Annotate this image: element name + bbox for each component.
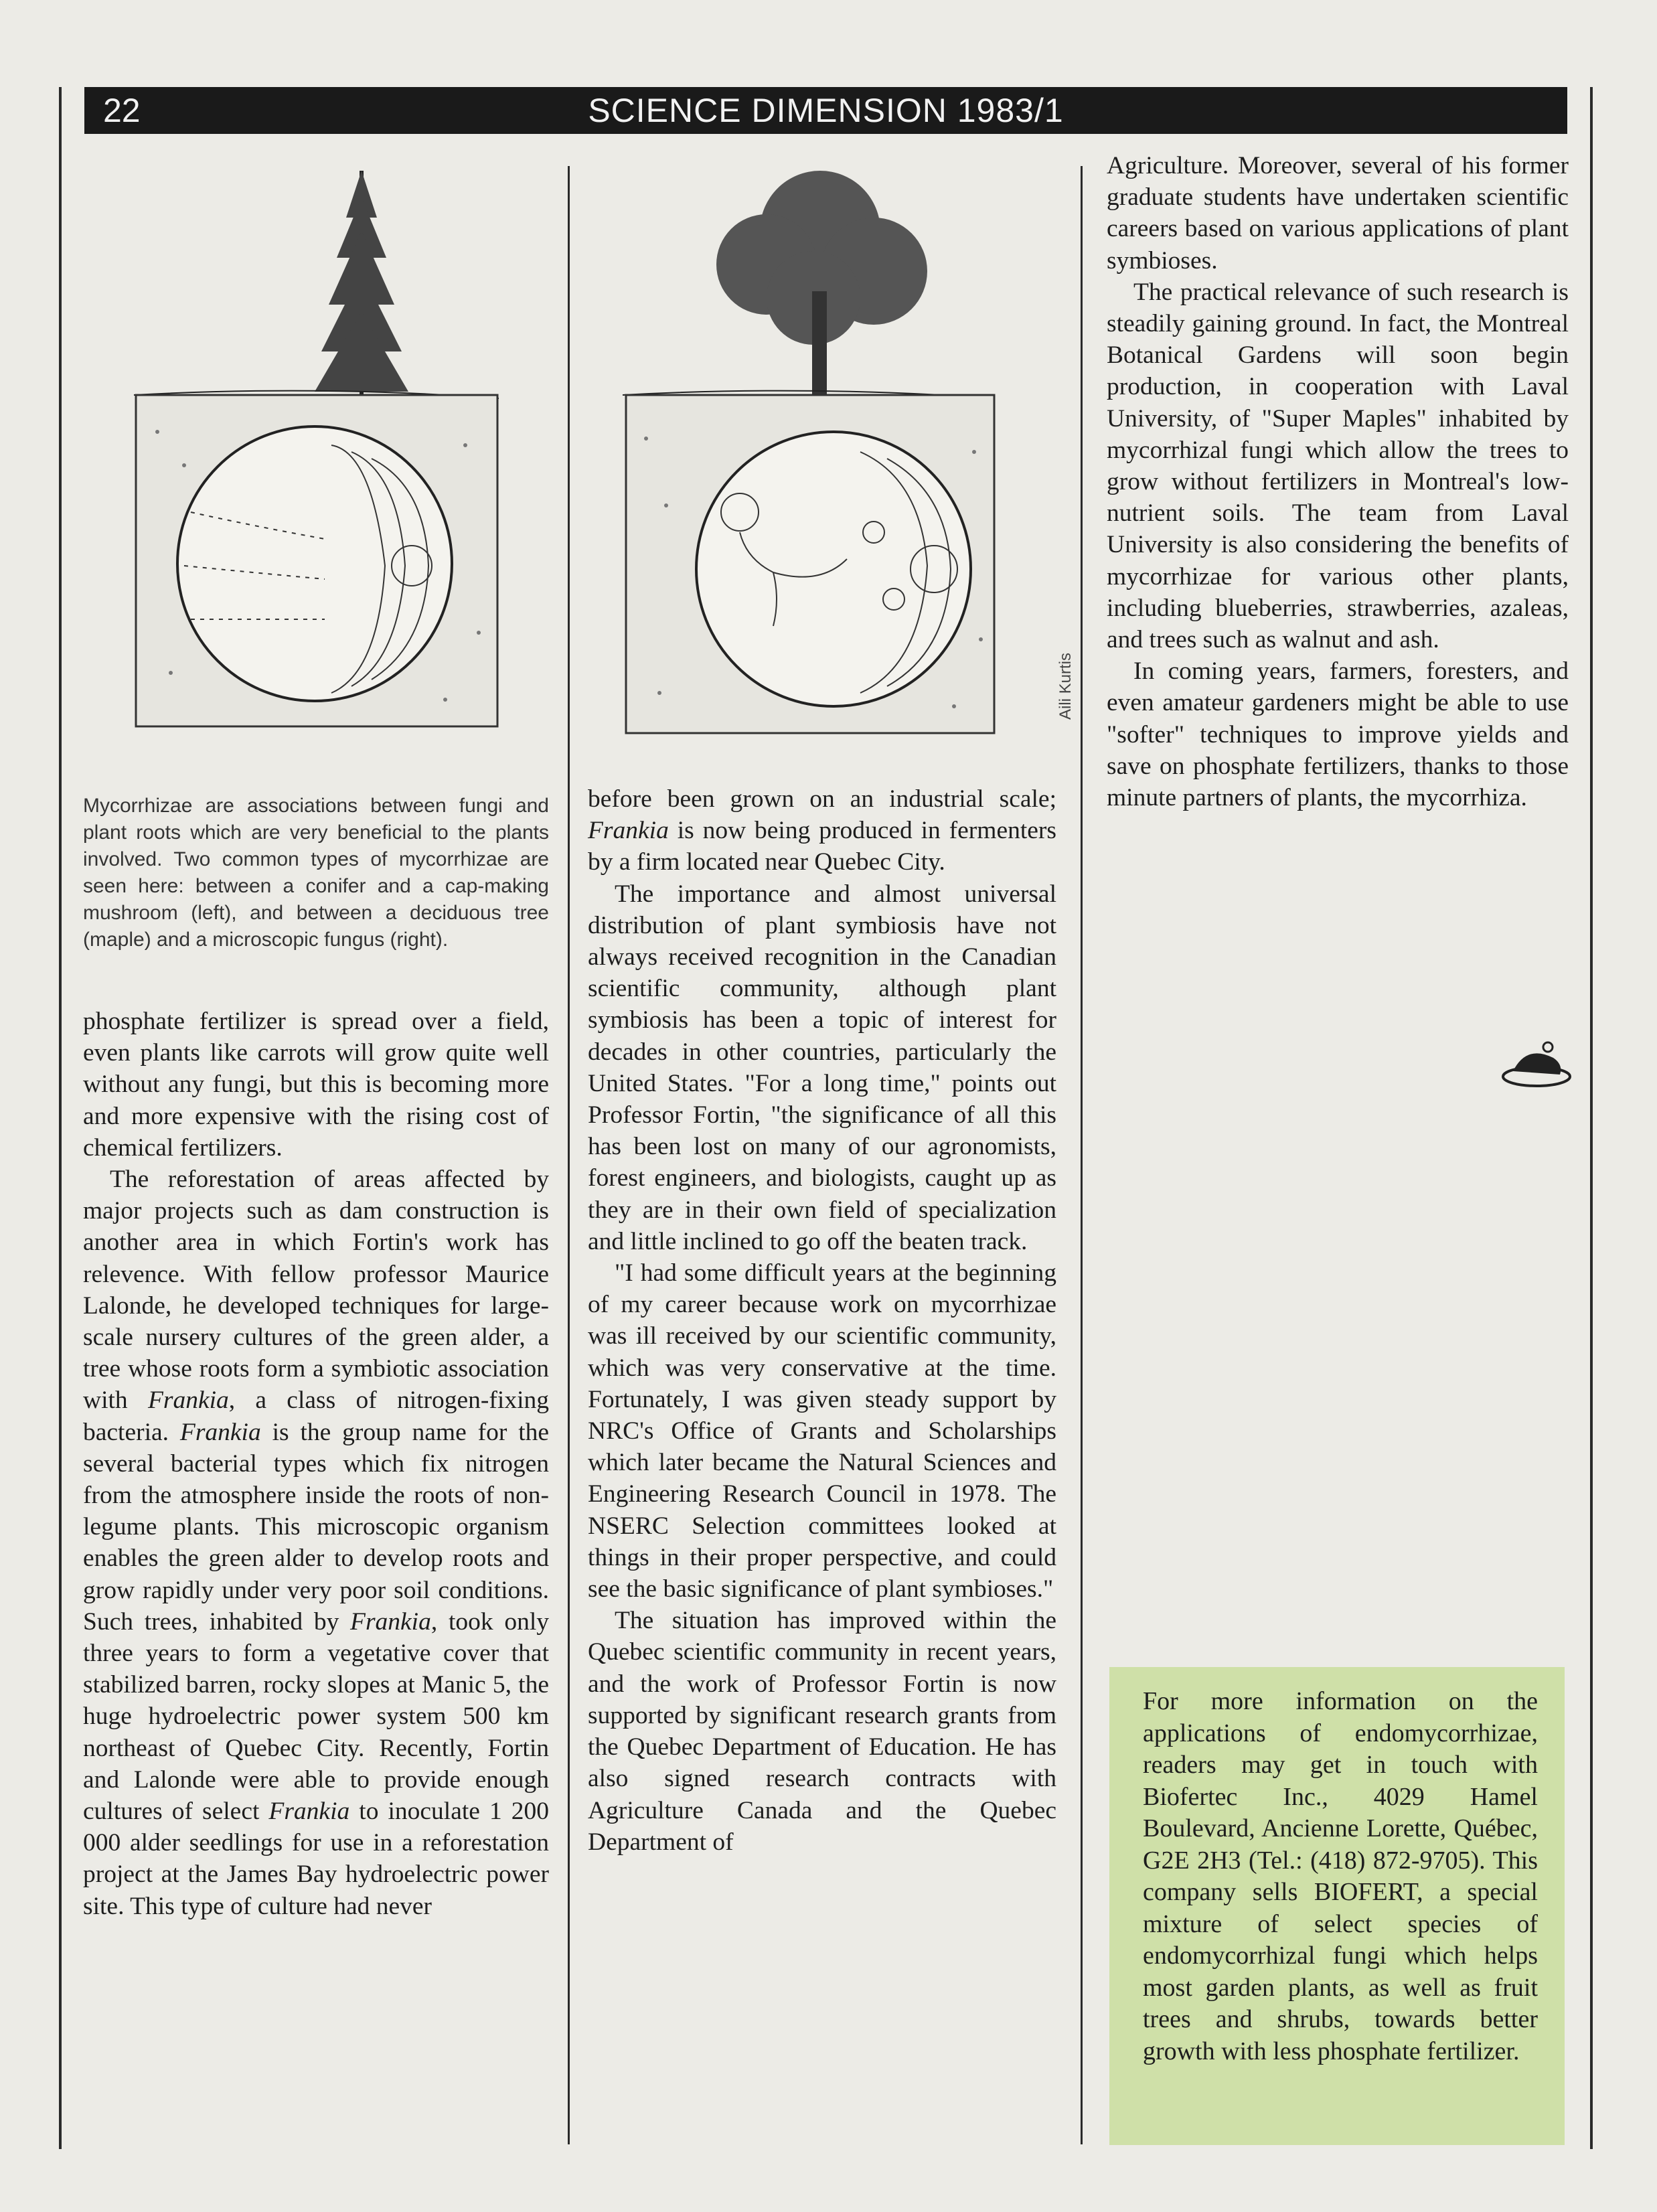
right-page-rule [1590, 87, 1593, 2149]
end-of-article-icon [1500, 1038, 1573, 1091]
col3-paragraph-2: The practical relevance of such research is steadily gaining ground. In fact, the Montreal Botanical Gardens will soon begin production, in cooperation with Laval University, of "Super Maples" inhabited by mycorrhizal fungi which allow the trees to grow without fertilizers in Montreal's low-nutrient soils. The team from Laval University is also considering the benefits of mycorrhizae for various other plants, including blueberries, strawberries, azaleas, and trees such as walnut and ash. [1107, 278, 1569, 654]
col1-paragraph-2 [83, 1164, 549, 1922]
conifer-mycorrhiza-illustration [131, 164, 505, 733]
info-box [1109, 1667, 1565, 2145]
column-rule-2 [1081, 166, 1083, 2144]
col1-paragraph-1: phosphate fertilizer is spread over a field, even plants like carrots will grow quite well without any fungi, but this is becoming more and more expensive with the rising cost of chemical fertilizers. [83, 1008, 549, 1162]
frankia-term: Frankia [350, 1607, 431, 1636]
column-rule-1 [568, 166, 570, 2144]
frankia-term: Frankia [147, 1387, 229, 1415]
column-3 [1107, 150, 1569, 813]
frankia-term: Frankia [179, 1418, 261, 1446]
col2-paragraph-4: The situation has improved within the Quebec scientific community in recent years, and the work of Professor Fortin is now supported by significant research grants from the Quebec Department of Education. He has also signed research contracts with Agriculture Canada and the Quebec Department of [588, 1607, 1056, 1856]
figure-caption: Mycorrhizae are associations between fungi and plant roots which are very beneficial to the plants involved. Two common types of mycorrhizae are seen here: between a conifer and a cap-making mushroom (left), and between a deciduous tree (maple) and a microscopic fungus (right). [83, 795, 549, 951]
col1-text-d: , took only three years to form a vegetative cover that stabilized barren, rocky slopes at Manic 5, the huge hydroelectric power system 500 km northeast of Quebec City. Recently, Fortin and Lalonde were able to provide enough cultures of select [83, 1607, 549, 1826]
col2-text-a: before been grown on an industrial scale; [588, 785, 1056, 813]
col1-text-c: is the group name for the several bacterial types which fix nitrogen from the atmosphere inside the roots of non-legume plants. This microscopic organism enables the green alder to develop roots and grow rapidly under very poor soil conditions. Such trees, inhabited by [83, 1418, 550, 1636]
info-box-text: For more information on the applications of endomycorrhizae, readers may get in touch with Biofertec Inc., 4029 Hamel Boulevard, Ancienne Lorette, Québec, G2E 2H3 (Tel.: (418) 872-9705). This company sells BIOFERT, a special mixture of select species of endomycorrhizal fungi which helps most garden plants, as well as fruit trees and shrubs, towards better growth with less phosphate fertilizer. [1143, 1687, 1538, 2065]
illustration-credit: Aili Kurtis [1056, 652, 1075, 720]
col2-paragraph-3: "I had some difficult years at the beginning of my career because work on mycorrhizae was ill received by our scientific community, which was very conservative at the time. Fortunately, I was given steady support by NRC's Office of Grants and Scholarships which later became the Natural Sciences and Engineering Research Council in 1978. The NSERC Selection committees looked at things in their proper perspective, and could see the basic significance of plant symbioses." [588, 1259, 1056, 1603]
frankia-term: Frankia [268, 1798, 350, 1826]
col1-text-a: The reforestation of areas affected by major projects such as dam construction is another area in which Fortin's work has relevence. With fellow professor Maurice Lalonde, he developed techniques for large-scale nursery cultures of the green alder, a tree whose roots form a symbiotic association with [83, 1166, 549, 1415]
left-page-rule [59, 87, 62, 2149]
col2-paragraph-1 [588, 783, 1056, 878]
col3-paragraph-3: In coming years, farmers, foresters, and even amateur gardeners might be able to use "softer" techniques to improve yields and save on phosphate fertilizers, thanks to those minute partners of plants, the mycorrhiza. [1107, 657, 1569, 812]
col2-text-b: is now being produced in fermenters by a firm located near Quebec City. [588, 817, 1056, 876]
page-number: 22 [103, 92, 141, 129]
col1-text-e: to inoculate 1 200 000 alder seedlings for use in a reforestation project at the James Bay hydroelectric power site. This type of culture had never [83, 1798, 550, 1920]
journal-title: SCIENCE DIMENSION 1983/1 [588, 92, 1064, 129]
column-1 [83, 1006, 549, 1922]
column-2 [588, 783, 1056, 1858]
frankia-term: Frankia [588, 817, 669, 845]
page-header [84, 87, 1567, 134]
maple-mycorrhiza-illustration [619, 157, 1001, 740]
col3-paragraph-1: Agriculture. Moreover, several of his former graduate students have undertaken scientific careers based on various applications of plant symbioses. [1107, 152, 1569, 274]
col1-text-b: , a class of nitrogen-fixing bacteria. [83, 1387, 549, 1446]
col2-paragraph-2: The importance and almost universal distribution of plant symbiosis have not always received recognition in the Canadian scientific community, although plant symbiosis has been a topic of interest for decades in other countries, particularly the United States. "For a long time," points out Professor Fortin, "the significance of all this has been lost on many of our agronomists, forest engineers, and biologists, caught up as they are in their own field of specialization and little inclined to go off the beaten track. [588, 880, 1056, 1255]
